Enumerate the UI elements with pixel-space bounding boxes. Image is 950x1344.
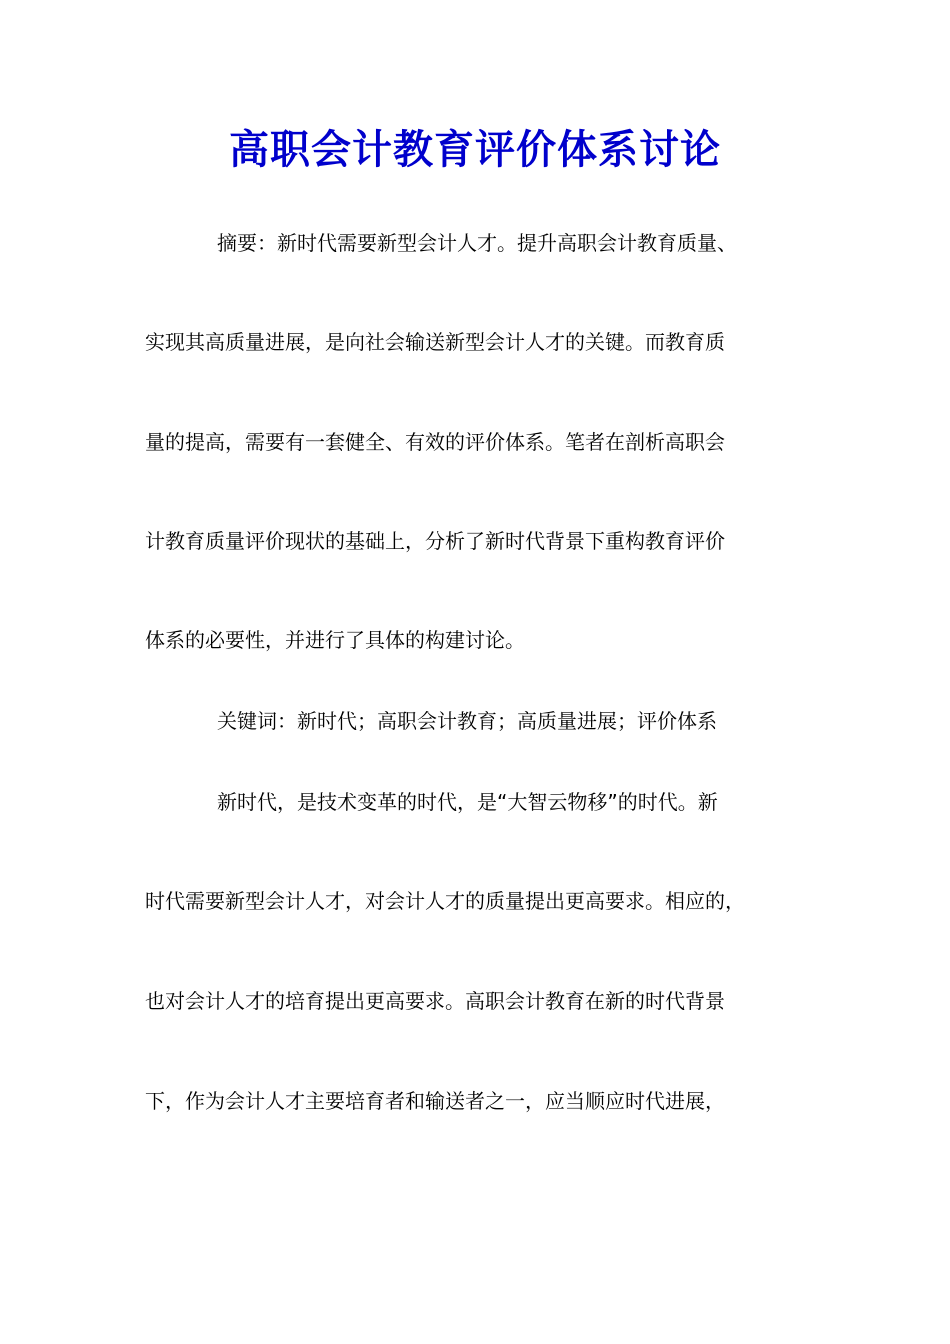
keywords-line: 关键词：新时代；高职会计教育；高质量进展；评价体系 [217, 709, 717, 733]
abstract-line-2: 实现其高质量进展，是向社会输送新型会计人才的关键。而教育质 [145, 330, 725, 354]
body-line-2: 时代需要新型会计人才，对会计人才的质量提出更高要求。相应的， [145, 889, 745, 913]
body-line-3: 也对会计人才的培育提出更高要求。高职会计教育在新的时代背景 [145, 989, 725, 1013]
abstract-line-3: 量的提高，需要有一套健全、有效的评价体系。笔者在剖析高职会 [145, 430, 725, 454]
abstract-line-1: 摘要：新时代需要新型会计人才。提升高职会计教育质量、 [217, 231, 737, 255]
body-line-4: 下，作为会计人才主要培育者和输送者之一，应当顺应时代进展， [145, 1089, 725, 1113]
document-title: 高职会计教育评价体系讨论 [229, 126, 721, 173]
body-line-1: 新时代，是技术变革的时代，是“大智云物移”的时代。新 [217, 790, 718, 814]
abstract-line-4: 计教育质量评价现状的基础上，分析了新时代背景下重构教育评价 [145, 529, 725, 553]
abstract-line-5: 体系的必要性，并进行了具体的构建讨论。 [145, 628, 525, 652]
